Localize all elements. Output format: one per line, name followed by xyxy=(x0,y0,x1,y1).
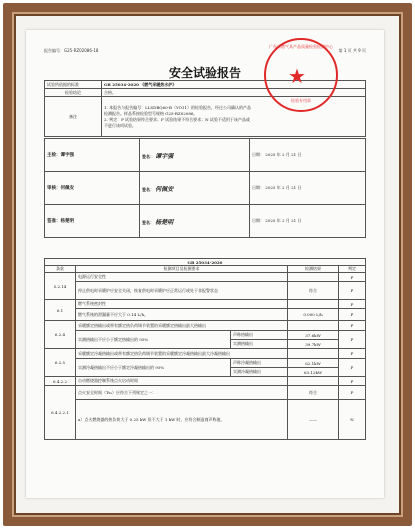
item-cell: 实测冷凝热输出不应小于额定冷凝热输出的 95% xyxy=(76,359,231,377)
table-row xyxy=(45,349,366,359)
seal-bottom-text: 检验专用章 xyxy=(291,98,311,103)
approver-date: 日期： 2025 年 2 月 21 日 xyxy=(250,205,366,238)
approver-signature: 杨楚明 xyxy=(155,218,174,226)
item-cell: 电源运行安全性 xyxy=(76,273,288,282)
sub-item-cell: 声称冷凝热输出 xyxy=(231,359,288,368)
approver-role: 签准：杨楚明 xyxy=(45,205,140,238)
standard-title-row xyxy=(45,259,366,266)
clause-cell: 6.2.5 xyxy=(45,349,76,377)
verdict-cell: P xyxy=(339,321,366,331)
table-row xyxy=(45,386,366,400)
result-cell: 62.1kW xyxy=(288,359,339,368)
signature-row xyxy=(45,205,366,238)
seal-star-icon: ★ xyxy=(288,64,306,88)
signature-row xyxy=(45,172,366,205)
remark-line: 2. 判定：P 试验结果符合要求；F 试验结果不符合要求；N 试验不适用于该产品或 xyxy=(104,116,250,122)
sub-item-cell: 实测热输出 xyxy=(231,340,288,349)
sign-label: 签名： xyxy=(142,186,154,192)
verdict-cell: P xyxy=(339,359,366,377)
header-item: 检测项目及检测要求 xyxy=(76,266,288,273)
item-cell: 实测热输出不应小于额定热输出的 95% xyxy=(76,331,231,349)
remark-line: 检测报告。样品系按检验型号规格 G25-RZ02086。 xyxy=(104,110,198,116)
signature-row xyxy=(45,139,366,172)
standard-value: GB 25034-2020 《燃气采暖热水炉》 xyxy=(102,81,366,89)
verdict-cell: P xyxy=(339,273,366,282)
verdict-cell: P xyxy=(339,282,366,300)
sub-item-cell: 声称热输出 xyxy=(231,331,288,340)
verdict-cell: N xyxy=(339,400,366,440)
clause-cell: 6.4.2.2 xyxy=(45,377,76,386)
table-row xyxy=(45,309,366,321)
header-verdict: 判定 xyxy=(339,266,366,273)
sign-label: 签名： xyxy=(142,153,154,159)
item-cell: 采暖额定热输出或带有额定热负荷调节装置的采暖额定热输出最大热输出 xyxy=(76,321,288,331)
conclusion-value: 合格。 xyxy=(102,89,366,97)
item-cell: 燃气系统密封性 xyxy=(76,300,288,309)
verdict-cell: P xyxy=(339,309,366,321)
item-cell: 停止供电时采暖炉应安全关闭，恢复供电时采暖炉应正常运行或处于非报警状态 xyxy=(76,282,288,300)
verdict-cell: P xyxy=(339,331,366,349)
inspector-role: 主检：谭宇强 xyxy=(45,139,140,172)
item-cell: 燃气系统的泄漏量不应大于 0.14 L/h。 xyxy=(76,309,288,321)
conclusion-label: 检验结论 xyxy=(45,89,102,97)
signature-table xyxy=(44,138,366,238)
remark-line: 不进行该项试验。 xyxy=(104,122,136,128)
seal-text: 广东省燃气具产品质量检验检测中心 xyxy=(269,44,333,49)
result-cell: 0.000 L/h xyxy=(288,309,339,321)
reviewer-role: 审核：何佩安 xyxy=(45,172,140,205)
reviewer-date: 日期： 2025 年 2 月 21 日 xyxy=(250,172,366,205)
inspector-date: 日期： 2025 年 2 月 21 日 xyxy=(250,139,366,172)
table-row xyxy=(45,321,366,331)
result-cell: —— xyxy=(288,400,339,440)
result-cell: 符合 xyxy=(288,282,339,300)
test-results-table xyxy=(44,258,366,440)
result-cell: 63.12kW xyxy=(288,368,339,377)
standard-label: 试验所依据的标准 xyxy=(45,81,102,89)
table-header xyxy=(45,266,366,273)
reviewer-signature: 何佩安 xyxy=(155,185,174,193)
result-cell: 37.6kW xyxy=(288,331,339,340)
test-standard: GB 25034-2020 xyxy=(45,259,366,266)
result-cell: 符合 xyxy=(288,386,339,400)
verdict-cell: P xyxy=(339,386,366,400)
verdict-cell: P xyxy=(339,300,366,309)
item-cell: 采暖额定冷凝热输出或带有额定热负荷调节装置的采暖额定冷凝热输出最大冷凝热输出 xyxy=(76,349,288,359)
report-number xyxy=(44,48,98,54)
page-info: 第 1 页 共 9 页 xyxy=(338,48,366,53)
clause-cell: 6.1 xyxy=(45,300,76,321)
table-row xyxy=(45,282,366,300)
table-row xyxy=(45,273,366,282)
verdict-cell: P xyxy=(339,377,366,386)
sign-label: 签名： xyxy=(142,219,154,225)
report-number-label: 报告编号： xyxy=(44,48,64,53)
table-row xyxy=(45,300,366,309)
item-cell: a）点火燃烧器的热负荷大于 0.25 kW 但不大于 1 kW 时，应符合制造商声称值。 xyxy=(76,400,288,440)
clause-cell: 6.2.4 xyxy=(45,321,76,349)
table-row xyxy=(45,331,366,340)
item-cell: 点火安全时间（Ts₃）应符合下列规定之一： xyxy=(76,386,288,400)
clause-cell: 6.4.2.2.1 xyxy=(45,386,76,440)
sub-item-cell: 实测冷凝热输出 xyxy=(231,368,288,377)
remarks-label: 备注 xyxy=(45,97,102,137)
verdict-cell: P xyxy=(339,349,366,359)
result-cell: 39.7kW xyxy=(288,340,339,349)
table-row xyxy=(45,377,366,386)
header-clause: 条款 xyxy=(45,266,76,273)
clause-cell: 5.2.14 xyxy=(45,273,76,300)
table-row xyxy=(45,400,366,440)
report-number-value: G25-RZ02086-18 xyxy=(64,48,99,53)
remark-line: 1. 本报告与报告编号：LLSDBQ60-B（YO11）的检验报告，经过公司确认的产品 xyxy=(104,104,251,110)
table-row xyxy=(45,359,366,368)
header-result: 检测结果 xyxy=(288,266,339,273)
report-title: 安全试验报告 xyxy=(168,66,241,80)
report-document xyxy=(26,30,384,498)
inspector-signature: 谭宇强 xyxy=(155,152,174,160)
item-cell: 自动燃烧器控制系统点火启动时间 xyxy=(76,377,288,386)
